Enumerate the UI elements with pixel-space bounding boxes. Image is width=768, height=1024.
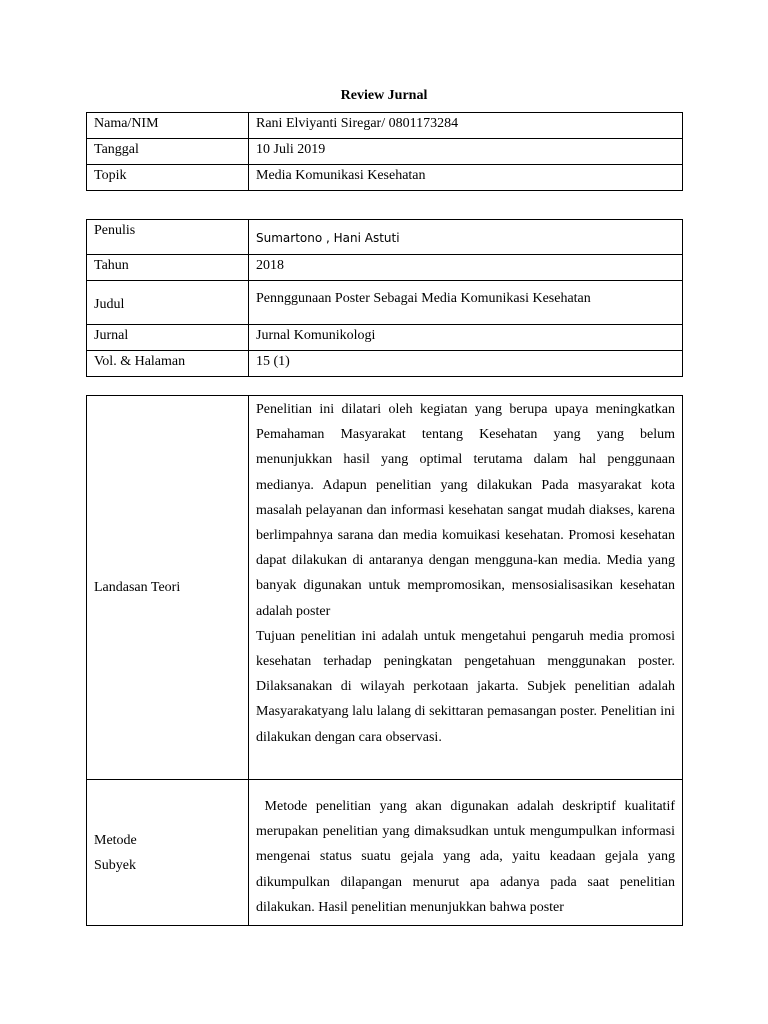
table-row	[87, 351, 683, 377]
table-row	[87, 255, 683, 281]
vol-value: 15 (1)	[249, 351, 683, 377]
table-row	[87, 281, 683, 325]
judul-label: Judul	[87, 281, 249, 325]
jurnal-value: Jurnal Komunikologi	[249, 325, 683, 351]
row-value: Rani Elviyanti Siregar/ 0801173284	[249, 113, 683, 139]
metode-text	[249, 780, 683, 926]
table-row	[87, 325, 683, 351]
vol-label: Vol. & Halaman	[87, 351, 249, 377]
table-row	[87, 396, 683, 780]
row-label: Tanggal	[87, 139, 249, 165]
tahun-label: Tahun	[87, 255, 249, 281]
jurnal-label: Jurnal	[87, 325, 249, 351]
metode-label: Metode	[94, 832, 137, 848]
penulis-label: Penulis	[87, 220, 249, 255]
page-title: Review Jurnal	[340, 88, 428, 103]
row-value: Media Komunikasi Kesehatan	[249, 165, 683, 191]
landasan-paragraph-2: Tujuan penelitian ini adalah untuk mengetahui pengaruh media promosi kesehatan terhadap peningkatan pengetahuan menggunakan poster. Dilaksanakan di wilayah perkotaan jakarta. Subjek penelitian adalah Masyarakatyang lalu lalang di sekittaran pemasangan poster. Penelitian ini dilakukan dengan cara observasi.	[256, 628, 675, 745]
journal-info-table	[86, 219, 683, 377]
table-row	[87, 780, 683, 926]
review-table	[86, 395, 683, 926]
landasan-teori-text	[249, 396, 683, 780]
table-row	[87, 220, 683, 255]
penulis-value: Sumartono , Hani Astuti	[249, 220, 683, 255]
metode-subyek-label	[87, 780, 249, 926]
row-value: 10 Juli 2019	[249, 139, 683, 165]
table-row	[87, 113, 683, 139]
identity-table	[86, 112, 683, 191]
subyek-label: Subyek	[94, 857, 136, 873]
tahun-value: 2018	[249, 255, 683, 281]
table-row	[87, 139, 683, 165]
metode-paragraph-1: Metode penelitian yang akan digunakan adalah deskriptif kualitatif merupakan penelitian yang dimaksudkan untuk mengumpulkan informasi mengenai status suatu gejala yang ada, yaitu keadaan gejala yang dikumpulkan dilapangan menurut apa adanya pada saat penelitian dilakukan. Hasil penelitian menunjukkan bahwa poster	[256, 799, 679, 915]
judul-value: Pennggunaan Poster Sebagai Media Komunikasi Kesehatan	[249, 281, 683, 325]
table-row	[87, 165, 683, 191]
landasan-paragraph-1: Penelitian ini dilatari oleh kegiatan yang berupa upaya meningkatkan Pemahaman Masyarakat tentang Kesehatan yang yang belum menunjukkan hasil yang optimal terutama dalam hal penggunaan medianya. Adapun penelitian yang dilakukan Pada masyarakat kota masalah pelayanan dan informasi kesehatan sangat mudah diakses, karena berlimpahnya sarana dan media komuikasi kesehatan. Promosi kesehatan dapat dilakukan di antaranya dengan mengguna-kan media. Media yang banyak digunakan untuk mempromosikan, mensosialisasikan kesehatan adalah poster	[256, 402, 675, 619]
landasan-teori-label: Landasan Teori	[87, 396, 249, 780]
row-label: Nama/NIM	[87, 113, 249, 139]
row-label: Topik	[87, 165, 249, 191]
